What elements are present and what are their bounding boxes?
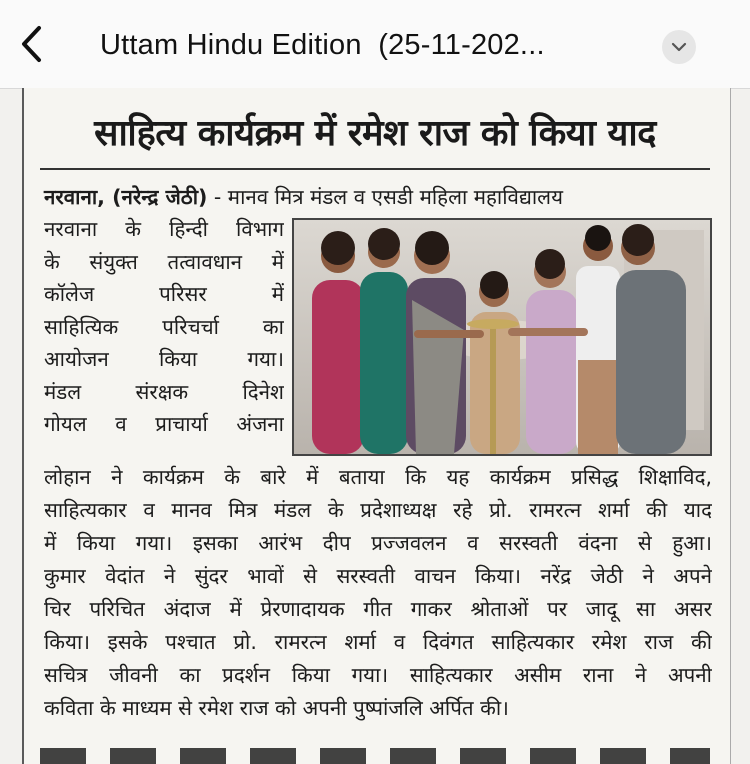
chevron-left-icon <box>19 24 45 64</box>
text-line: लोहान ने कार्यक्रम के बारे में बताया कि यह कार्यक्रम प्रसिद्ध शिक्षाविद, <box>44 465 712 489</box>
text-line: गोयल व प्राचार्या अंजना <box>44 412 284 436</box>
headline-divider <box>40 168 710 170</box>
article-headline: साहित्य कार्यक्रम में रमेश राज को किया याद <box>94 113 656 154</box>
text-line: कविता के माध्यम से रमेश राज को अपनी पुष्पांजलि अर्पित की। <box>44 696 509 720</box>
article-column-left <box>44 213 284 441</box>
text-line: नरवाना के हिन्दी विभाग <box>44 217 284 241</box>
text-line: साहित्यिक परिचर्चा का <box>44 314 284 339</box>
text-line: कॉलेज परिसर में <box>44 282 284 306</box>
text-line: सचित्र जीवनी का प्रदर्शन किया गया। साहित्यकार असीम राना ने अपनी <box>44 663 712 687</box>
app-toolbar <box>0 0 750 89</box>
edition-title: Uttam Hindu Edition (25-11-202... <box>100 29 545 61</box>
text-line: मंडल संरक्षक दिनेश <box>44 379 284 404</box>
dateline-place: नरवाना, (नरेन्द्र जेठी) <box>44 185 208 209</box>
article-body <box>44 461 712 725</box>
text-line: में किया गया। इसका आरंभ दीप प्रज्जवलन व सरस्वती वंदना से हुआ। <box>44 531 712 555</box>
text-line: कुमार वेदांत ने सुंदर भावों से सरस्वती वाचन किया। नरेंद्र जेठी ने अपने <box>44 564 712 588</box>
next-article-cut-off <box>40 748 710 764</box>
text-line: आयोजन किया गया। <box>44 347 284 371</box>
chevron-down-icon <box>671 42 687 52</box>
back-button[interactable] <box>12 22 52 66</box>
text-line: साहित्यकार व मानव मित्र मंडल के प्रदेशाध्यक्ष रहे प्रो. रामरत्न शर्मा की याद <box>44 498 712 522</box>
text-line: किया। इसके पश्चात प्रो. रामरत्न शर्मा व दिवंगत साहित्यकार रमेश राज की <box>44 630 712 654</box>
text-line: के संयुक्त तत्वावधान में <box>44 249 284 274</box>
dateline-text: - मानव मित्र मंडल व एसडी महिला महाविद्यालय <box>207 185 563 209</box>
text-line: चिर परिचित अंदाज में प्रेरणादायक गीत गाकर श्रोताओं पर जादू सा असर <box>44 597 712 621</box>
event-photo-illustration <box>294 220 710 454</box>
article-dateline <box>44 180 724 214</box>
article-photo <box>292 218 712 456</box>
menu-dropdown-button[interactable] <box>662 30 696 64</box>
